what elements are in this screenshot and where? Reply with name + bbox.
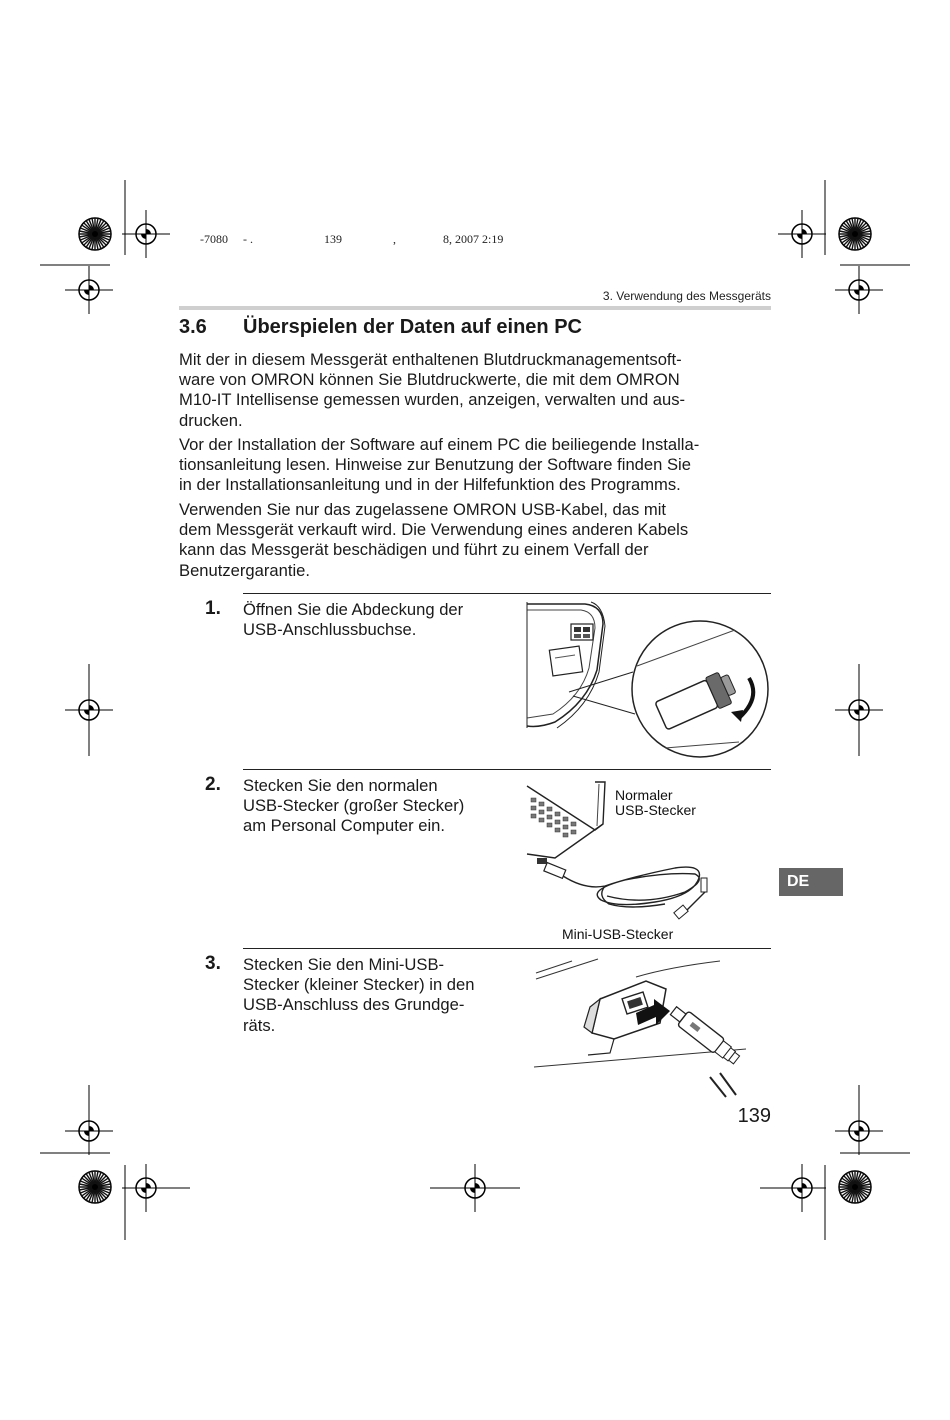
text-line: Mit der in diesem Messgerät enthaltenen Blutdruckmanagementsoft- (179, 350, 682, 369)
page-number: 139 (737, 1105, 771, 1127)
normal-usb-plug-label (615, 788, 696, 818)
step-divider (243, 769, 771, 770)
intro-paragraph (179, 500, 779, 581)
step-instruction (243, 955, 523, 1036)
slug-page: 139 (324, 232, 342, 246)
section-number: 3.6 (179, 316, 207, 338)
text-line: USB-Stecker (615, 802, 696, 818)
section-title: Überspielen der Daten auf einen PC (243, 316, 582, 338)
text-line: Stecken Sie den Mini-USB- (243, 955, 445, 974)
step-divider (243, 948, 771, 949)
text-line: Stecken Sie den normalen (243, 776, 438, 795)
text-line: Stecker (kleiner Stecker) in den (243, 975, 475, 995)
text-line: am Personal Computer ein. (243, 816, 445, 836)
text-line: kann das Messgerät beschädigen und führt zu einem Verfall der (179, 540, 649, 560)
text-line: tionsanleitung lesen. Hinweise zur Benutzung der Software finden Sie (179, 455, 691, 475)
step-number: 3. (205, 953, 221, 974)
running-head: 3. Verwendung des Messgeräts (602, 289, 771, 303)
open-port-cover-illustration (525, 600, 775, 770)
text-line: Verwenden Sie nur das zugelassene OMRON USB-Kabel, das mit (179, 500, 666, 519)
slug-date: 8, 2007 2:19 (443, 232, 504, 246)
text-line: dem Messgerät verkauft wird. Die Verwendung eines anderen Kabels (179, 520, 689, 540)
text-line: Normaler (615, 787, 673, 803)
slug-comma: , (393, 232, 396, 246)
step-instruction (243, 776, 523, 837)
text-line: in der Installationsanleitung und in der Hilfefunktion des Programms. (179, 475, 681, 495)
text-line: ware von OMRON können Sie Blutdruckwerte, die mit dem OMRON (179, 370, 680, 390)
text-line: drucken. (179, 410, 243, 430)
text-line: Vor der Installation der Software auf einem PC die beiliegende Installa- (179, 435, 700, 454)
text-line: Öffnen Sie die Abdeckung der (243, 600, 464, 619)
text-line: räts. (243, 1015, 276, 1035)
intro-paragraph (179, 350, 779, 431)
text-line: Benutzergarantie. (179, 560, 310, 580)
step-number: 1. (205, 598, 221, 619)
text-line: USB-Stecker (großer Stecker) (243, 796, 465, 816)
text-line: USB-Anschlussbuchse. (243, 620, 417, 640)
intro-paragraph (179, 435, 779, 496)
text-line: M10-IT Intellisense gemessen wurden, anzeigen, verwalten und aus- (179, 390, 686, 410)
text-line: USB-Anschluss des Grundge- (243, 995, 465, 1015)
step-number: 2. (205, 774, 221, 795)
mini-usb-connect-illustration (530, 955, 750, 1100)
language-tab: DE (779, 868, 843, 896)
step-divider (243, 593, 771, 594)
slug-separator: - . (243, 232, 253, 246)
mini-usb-plug-label: Mini-USB-Stecker (562, 926, 674, 942)
slug-doc-code: -7080 (200, 232, 228, 246)
step-instruction (243, 600, 523, 640)
header-rule (179, 306, 771, 310)
